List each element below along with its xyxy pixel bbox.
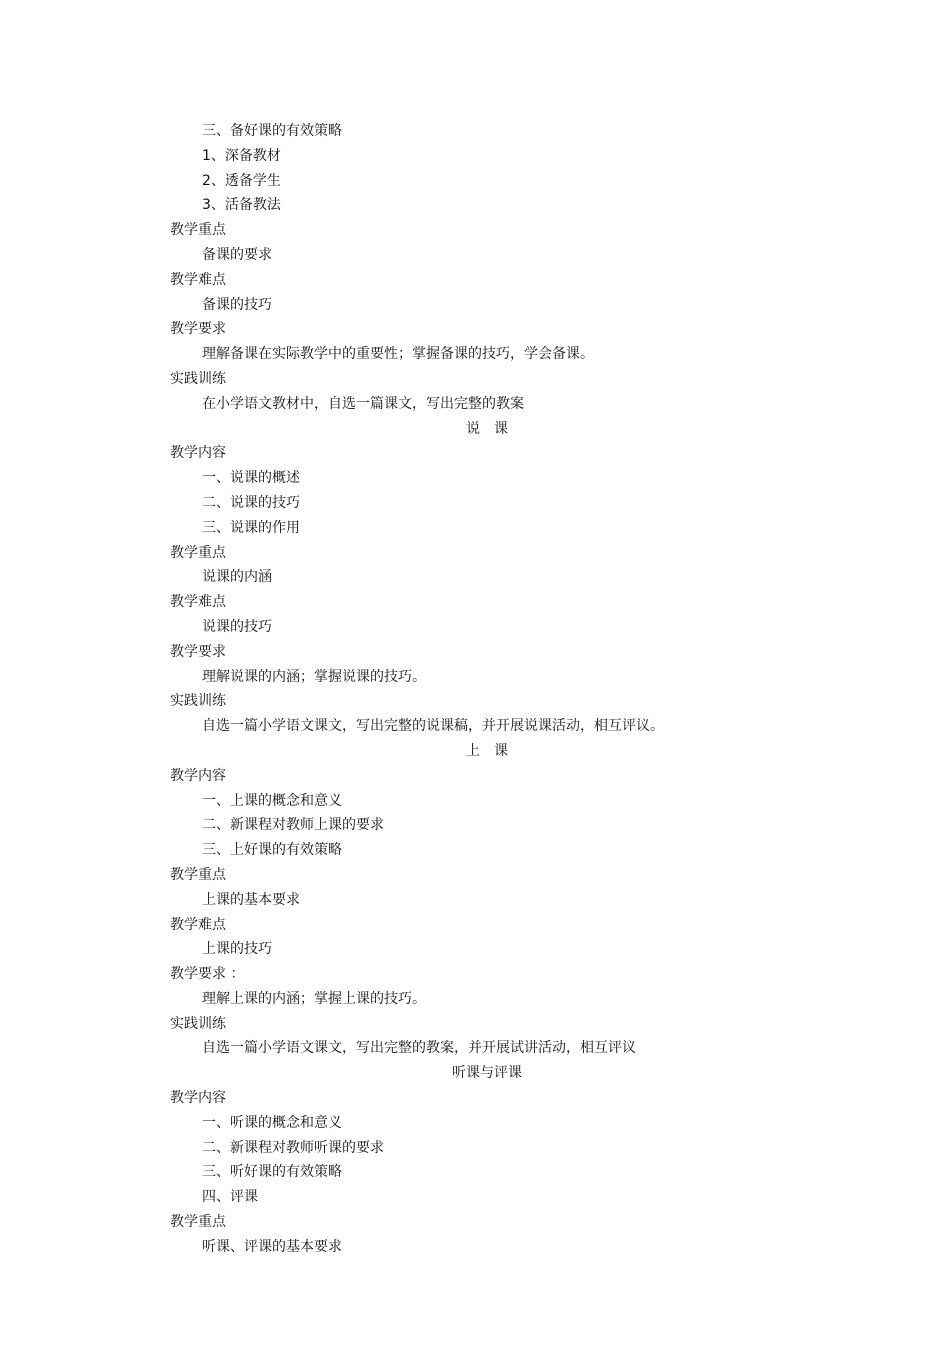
text-line: 3、活备教法 bbox=[202, 197, 281, 214]
section-label: 教学内容 bbox=[170, 767, 226, 784]
text-line: 四、评课 bbox=[202, 1189, 258, 1206]
section-label: 教学难点 bbox=[170, 271, 226, 288]
section-label: 教学内容 bbox=[170, 445, 226, 462]
text-line: 理解上课的内涵；掌握上课的技巧。 bbox=[202, 990, 426, 1007]
section-label: 教学要求 bbox=[170, 321, 226, 338]
section-label: 教学重点 bbox=[170, 222, 226, 239]
text-line: 备课的要求 bbox=[202, 246, 272, 263]
section-title: 上 课 bbox=[466, 742, 508, 759]
section-label: 教学重点 bbox=[170, 866, 226, 883]
section-label: 实践训练 bbox=[170, 1015, 226, 1032]
section-label: 教学重点 bbox=[170, 1214, 226, 1231]
text-line: 上课的基本要求 bbox=[202, 891, 300, 908]
text-line: 一、听课的概念和意义 bbox=[202, 1114, 342, 1131]
text-line: 在小学语文教材中，自选一篇课文，写出完整的教案 bbox=[202, 395, 524, 412]
text-line: 一、说课的概述 bbox=[202, 470, 300, 487]
text-line: 三、说课的作用 bbox=[202, 519, 300, 536]
text-line: 自选一篇小学语文课文，写出完整的说课稿，并开展说课活动，相互评议。 bbox=[202, 718, 664, 735]
text-line: 二、新课程对教师上课的要求 bbox=[202, 817, 384, 834]
section-label: 实践训练 bbox=[170, 370, 226, 387]
document-body bbox=[0, 119, 950, 1260]
section-label: 教学内容 bbox=[170, 1090, 226, 1107]
text-line: 2、透备学生 bbox=[202, 172, 281, 189]
text-line: 二、说课的技巧 bbox=[202, 494, 300, 511]
section-label: 实践训练 bbox=[170, 693, 226, 710]
text-line: 三、上好课的有效策略 bbox=[202, 842, 342, 859]
text-line: 自选一篇小学语文课文，写出完整的教案，并开展试讲活动，相互评议 bbox=[202, 1040, 636, 1057]
section-title: 说 课 bbox=[466, 420, 508, 437]
section-label: 教学要求 ： bbox=[170, 966, 245, 983]
text-line: 上课的技巧 bbox=[202, 941, 272, 958]
section-label: 教学难点 bbox=[170, 594, 226, 611]
text-line: 说课的内涵 bbox=[202, 569, 272, 586]
text-line: 三、听好课的有效策略 bbox=[202, 1164, 342, 1181]
text-line: 听课、评课的基本要求 bbox=[202, 1238, 342, 1255]
text-line: 1、深备教材 bbox=[202, 147, 281, 164]
text-line: 三、备好课的有效策略 bbox=[202, 123, 342, 139]
text-line: 二、新课程对教师听课的要求 bbox=[202, 1139, 384, 1156]
section-title: 听课与评课 bbox=[452, 1065, 522, 1082]
text-line: 一、上课的概念和意义 bbox=[202, 792, 342, 809]
text-line: 理解说课的内涵；掌握说课的技巧。 bbox=[202, 668, 426, 685]
section-label: 教学难点 bbox=[170, 916, 226, 933]
text-line: 理解备课在实际教学中的重要性；掌握备课的技巧，学会备课。 bbox=[202, 346, 594, 363]
text-line: 备课的技巧 bbox=[202, 296, 272, 313]
section-label: 教学重点 bbox=[170, 544, 226, 561]
text-line: 说课的技巧 bbox=[202, 618, 272, 635]
section-label: 教学要求 bbox=[170, 643, 226, 660]
